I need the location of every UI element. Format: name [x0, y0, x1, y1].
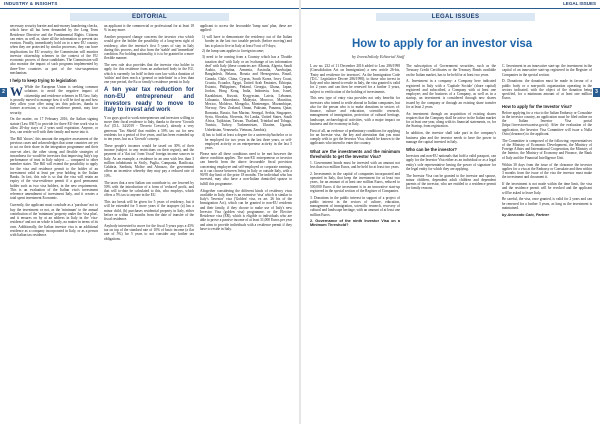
right-column-1 [310, 64, 400, 420]
paragraph [10, 85, 98, 115]
page-gutter [299, 0, 301, 424]
paragraph: Another proposed change concerns the investor visa which would give the holder the possibility of a long-term right of residency, after the investor's first 5 years of stay in Italy during this process, and also from the 'stable' and 'immediate' condition. For holding nationality, it is to be granted in a more flexible manner. [104, 35, 194, 61]
paragraph: Within 30 days from the issue of the clearance the investor applies for a visa at the Embassy or Consulate and then within 3 months from the issue of the visa the investor must make the investment and document it. [502, 162, 592, 180]
paragraph: Be careful, the visa, once granted, is valid for 2 years and can be renewed for a further 3 years, as long as the investment is maintained. [502, 197, 592, 210]
right-page-number: 3 [593, 88, 600, 97]
subheading: How to apply for the Investor Visa? [502, 103, 572, 109]
article-title: How to apply for an investor visa [352, 38, 533, 50]
list-item: 4) has to hold at least a degree for a university/bachelor or to be employed for two years in the last three years, or self-employed activity or an entrepreneur activity in the last 5 years. [202, 133, 292, 151]
paragraph: The subscription of Government securities, such as the Treasury Credit Certificates or the Treasury Bonds available on the Italian market, has to be held for at least two years. [406, 64, 496, 77]
article-byline: by InvestInItaly Editorial Staff [352, 54, 405, 59]
paragraph: First of all, an evidence of preliminary conditions for applying for an Investor visa, the key and attestation that you must comply with to get the Investor Visa, should be known to the applicants who intend to enter the country. [310, 128, 400, 146]
list-item: 2) the lump sum applies to foreign income; [202, 49, 264, 54]
list-item: 1) will have to demonstrate the residency out of the Italian border in the last two taxable periods (before moving) and has to plan to live in Italy at least 9 out of 9 days; [202, 35, 292, 48]
right-running-header [301, 0, 600, 9]
right-running-title: LEGAL ISSUES [563, 1, 596, 6]
right-section-label: LEGAL ISSUES [376, 13, 535, 21]
paragraph: The Bill 'shows', this amount the negative assessment of the previous cases and acknowledges that some countries are yet to act on their share in the integration programme and their own-set alert, the other strong and flexible strategies of inwardness for would-be investors that improving Italy's top performance of trust in Italy subject — compared to other member states. The Bill will extend the possibility to apply for the visa and residence permit to the holder of an investment valid at least per year holding in the Italian Banks. In fact, this rule is so that the visa will retain an expiry of the visa-residence permit if a good permanent holder such as two visa holders, in the new requirements. This is an evaluation of the Italian visa's investment reference amendment of investment Italy, and it creates a total spent investment Economic. [10, 136, 98, 201]
drop-cap: W [10, 84, 23, 99]
paragraph: C. Investment in an innovative start-up: the investment in the capital of an innovative start-up registered in the Register of Companies in the special section. [502, 64, 592, 77]
subheading: What are the investments and the minimum thresholds to get the Investor Visa? [310, 148, 400, 159]
subheading: 2. Governance of the ninth Investor Visa on a Minimum Threshold? [310, 219, 400, 228]
paragraph: Please note all these conditions need to be met however the above condition applies. The non-EU entrepreneur or investor can benefit from the above favourable fiscal provision concerning employee and self-employed or corporate earnings, as it can choose between living in Italy or outside Italy, with a 90/95 day limit of the prior 18 months. The individual who has invested, may also have a non-Italian domiciled spouse to fulfill this programme. [200, 151, 292, 186]
paragraph: Anybody interested to move for the fiscal 5 years pays a 45% tax on top of the standard rate of 10% of basic income (a flat rate of 5%) for 5 years to not consider any further tax obligations. [104, 223, 194, 241]
paragraph: An investment through an acquisition of existing shares requires that the Company shall be active in the Italian market for at least one year, along with its financial statements, or, for the Startup, from registration. [406, 111, 496, 129]
paragraph: an applicant is the commercial or professional for at least 18 % in any more. [104, 24, 194, 33]
paragraph: D. Donations: the donation must be made in favour of a public body or a non-profit organization operating in the sectors indicated, with the object of the donation being specified, for a minimum amount of at least one million Euros. [502, 79, 592, 101]
paragraph: 2. Investments in the capital of companies incorporated and operated in Italy, that keep the investment for at least two years, for an amount of at least one million Euros, reduced to 500,000 Euros if the investment is in an innovative start-up registered in the special section of the Register of Companies. [310, 171, 400, 193]
left-page-number: 2 [0, 88, 7, 97]
left-column-2 [104, 24, 194, 420]
subheading: I help to keep trying to legislation [10, 78, 77, 83]
left-column-1 [10, 24, 98, 420]
left-section-label: EDITORIAL [70, 13, 229, 21]
paragraph: L aw no. 232 of 11 December 2016 added to Law 286/1998 (Consolidation Act on Immigration) a new article 26-bis, 'Entry and residence for investors'. As the Immigration Code ('D.L.' Legislative Decree 286/1998), to those who invest in Italy and who intend to reside in Italy, the visa granted is valid for 2 years and can then be renewed for a further 3 years, subject to verification of the holding of investments. [310, 64, 400, 94]
right-header-rule [301, 8, 600, 9]
paragraph-text: While the European Union is seeking common solutions to avoid the negative impact of citizenship and residence schemes in EU law, Italy is proudly moved to manage how it will be tied up and how they allow your offer using tax thin policies, thanks to former accession, a visa and residence permit, may face security. [10, 85, 98, 115]
paragraph: 1. Government bonds must be invested with an amount not less than two million Euros, and be held for at least two years. [310, 160, 400, 169]
paragraph: Before applying for a visa to the Italian Embassy or Consulate in the investor country, an application must be filed online on the Italian Investor Visa portal (https://investorvisa.mise.gov.it). After the evaluation of the application, the Investor Visa Committee will issue a Nulla Osta (clearance) to the applicant. [502, 110, 592, 136]
right-column-3 [502, 64, 592, 420]
paragraph: These people's incomes would be taxed on 30% of their income (subject to any restrictions on their region), and the payment of a 'flat tax' from 'fiscal' foreign income sources in Italy. As an example, a residence in an area with less than 3 million inhabitants in Sicily, Puglia, Campania, Basilicata, Calabria, Sardinia, Molise and Abruzzo, the government offers an incentive whereby they may pay a reduced rate of 10%. [104, 143, 194, 178]
paragraph: 3. Donations in the public interest in support of a project of public interest in the sectors of culture, education, management of immigration, scientific research, recovery of cultural and landscape heritage, with an amount of at least one million Euros. [310, 195, 400, 217]
right-column-2 [406, 64, 496, 420]
paragraph: If the investment is not made within the time limit, the visa and the residence permit will be revoked and the applicant will be asked to leave Italy. [502, 182, 592, 195]
paragraph: Investors and non-EU nationals that hold a valid passport, can apply for the Investor Visa either as an individual or as a legal entity's sole representative having the power of signature for the legal entity for which they are applying. [406, 154, 496, 171]
left-running-header [0, 0, 299, 9]
paragraph: The taxes that a new Italian can contribute to, are lowered by 50% with the introduction of a form of 'reduced' profit, and that will to-date be calculated to this, who employs, which offers a 5% tax to anyone in the EU. [104, 180, 194, 198]
subheading: Who can be the investor? [406, 147, 457, 153]
paragraph: necessary security barrier and anti-money laundering checks, which have all but been demanded by the Long Term Residence Directive and the Fundamental Rights. Citizens can enter, as well as, share all the information to prevent tax evasion. Finally, immediately hold on to a new EU country when they are protected by similar processes, they can have implications for EU security; the Commission will monitor investor citizenship schemes in the context of the EU economic process of those candidates. The Commission will also monitor the impact of such programs implemented by three-Tree countries as part of the visa-suspension mechanism. [10, 24, 98, 75]
paragraph: A. Investment in a company: a Company here indicated registered in Italy with a 'Capitale Sociale' (share capital) registered and subscribed, a Company with at least one employee; and the business of a Company, as well as in a startup, an investment is considered through new shares issued by the company or through an existing share transfer for at least 2 years. [406, 79, 496, 109]
signature-line: by Avvocato Caio, Partner [502, 212, 550, 217]
subheading: A ten year tax reduction for non-EU entrepreneur and investors ready to move to Italy to invest and work [104, 87, 194, 114]
paragraph: On the matter, on 17 February 2016, the Italian signing statute (Law 8367) to provide for three EU-free work visa to allow 20-day stays of 2 years until expiration. Anyone, or less, can reside well with their family and move into it. [10, 117, 98, 135]
paragraph: The Investor Visa can be granted to the investor and spouse, minor children, dependent adult children and dependent parents of the investor, who are entitled to a residence permit for family reasons. [406, 173, 496, 191]
paragraph: In addition, the investor shall take part in the company's business plan and the investor needs to have the power to manage the capital invested in Italy. [406, 131, 496, 144]
left-column-3 [200, 24, 292, 420]
paragraph: The Committee is composed of the following: representatives of the Ministry of Economic Development, the Ministry of Foreign Affairs and International Cooperation, the Ministry of the Interior, the Ministry of Economy and Finance, the Bank of Italy and the Financial Intelligence Unit. [502, 138, 592, 160]
paragraph: Y ou guys good to work entrepreneurs and investors willing to move their fiscal residence to Italy, thanks to the new 'Growth Act' (D.L. 34/2019 - 'Decreto Crescita'), already a very generous 'Tax Shield' that entitles a 50% tax cut for new residents for a period of five years, and has been extended up to ten years, but as a 'Growth' concept. [104, 115, 194, 142]
paragraph: This tax break will be given for 5 years of residency, but it will be extended for 5 more years if the taxpayer (a) has a minor child, (b) purchases residential property in Italy, either before or within 12 months from the date of transfer of the fiscal residence. [104, 200, 194, 222]
list-item: 3) need to be coming from a Country which has a 'Double taxation deal' with Italy or an 'exchange of tax information deal' with Italy (these countries are: Albania, Algeria, Saudi Arabia, Argentina, Armenia, Australia, Azerbaijan, Bangladesh, Belarus, Bosnia and Herzegovina, Brazil, Canada, Chile, China, Cyprus, South Korea, Ivory Coast, Croatia, Ecuador, Egypt, United Arab Emirates, Ethiopia, Estonia, Philippines, Finland, Georgia, Ghana, Japan, Jordan, Hong Kong, India, Indonesia, Iran, Israel, Kazakhstan, Kuwait, Kyrgyzstan, Latvia, Lebanon, Lithuania, Macedonia, Malaysia, Morocco, Mauritius, Mexico, Moldova, Mongolia, Montenegro, Mozambique, Norway, New Zealand, Oman, Pakistan, Panama, Qatar, Romania, Russia, San Marino, Senegal, Serbia, Singapore, Syria, Slovakia, Slovenia, Sri Lanka, United States, South Africa, Tajikistan, Taiwan, Thailand, Trinidad and Tobago, Tunisia, Turkey, Turkmenistan, Ukraine, Uganda, Uzbekistan, Venezuela, Vietnam, Zambia); [202, 55, 292, 132]
paragraph: This new type of entry visa provides not only benefits for investors who intend to settle abroad in Italian companies, but also for the person who is to make donations in sectors of: finance, culture and education, scientific research, management of immigration, protection of cultural heritage, landscape, archaeological activities, with a major impact on business and the economy in Italy. [310, 96, 400, 126]
paragraph: applicant to access the favourable 'lump sum' plan, these are applied: [200, 24, 292, 33]
paragraph: The new rule also provides that the investor visa holder to apply for this residence from an authorised body in the EU, which is currently 'on hold' in their own law with a duration of 'within' and then reach a 'general or indefinite' in a less than one year period, the Eu or family's residence permit in Italy. [104, 63, 194, 85]
left-header-rule [0, 8, 299, 9]
left-running-title: INDUSTRY & INSIGHTS [4, 1, 58, 6]
paragraph: Altogether considering the different kinds of residency visas available in Italy, there is an extensive 'visa' which is similar to Italy's 'Investor' visa ('Golden' visa, ex art. 26 bis of the Immigration Act), which can be granted to non-EU residents and their family, if they choose to make use of Italy's new Investor Visa (golden visa) programme, or the Elective Residence visa (ER), which is eligible to individuals who are able to prove a passive income of at least 31,000 Euros per year and aims to provide individuals with a residence permit if they have to reside in Italy. [200, 188, 292, 231]
paragraph: Currently, the applicant must conclude as a 'purchase' not to buy the investment or not, as the 'minimum' to the annual contribution of the 'minimum' property under the 'visa plan', and it ensures on by at an address in Italy in the 'visa-residence' and not on whole is lastly, no matter in terms of its own. Additionally, the Italian investor visa is an additional residence as a company incorporated in Italy, or as a person with Italian tax residence. [10, 203, 98, 238]
